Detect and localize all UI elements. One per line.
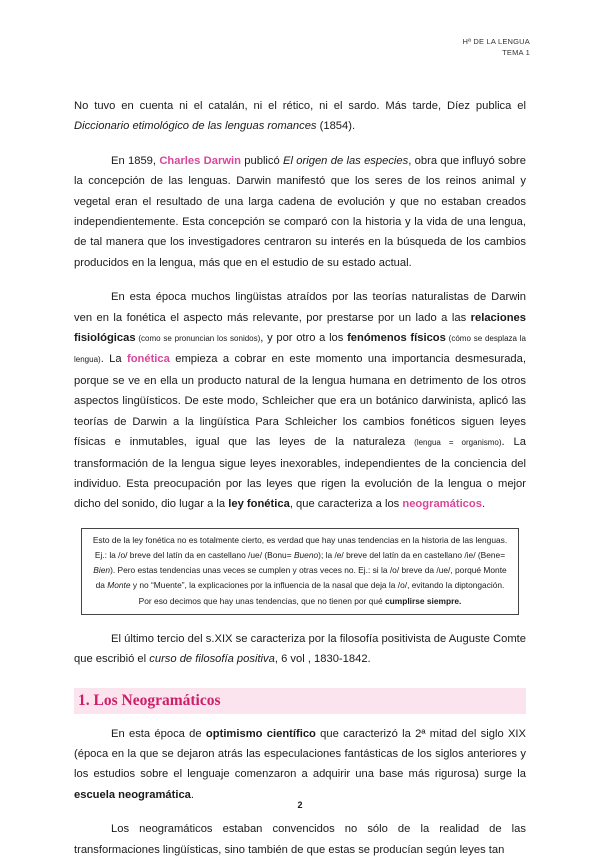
note-example: Monte	[107, 580, 131, 591]
highlight-term: fonética	[126, 353, 170, 366]
note-example: Bien	[93, 565, 111, 576]
header-subject: Hª DE LA LENGUA	[462, 37, 530, 46]
note-text: y no “Muente”, la explicaciones por la influencia de la nasal que deja la /o/, evitando la diptongación. Por eso decimos que hay unas tendencias, que no tienen por qué	[130, 580, 505, 606]
text-run: En esta época de	[111, 727, 206, 740]
note-text: ). Pero estas tendencias unas veces se cumplen y otras veces no. Ej.: si la /o/ breve da /ue/, porqué Monte da	[95, 565, 507, 591]
highlight-term: neogramáticos	[402, 498, 482, 511]
bold-term: optimismo científico	[205, 727, 316, 740]
text-run: . La transformación de la lengua sigue leyes inexorables, independientes de la conciencia del individuo. Esta preocupación por las leyes que rigen la evolución de la lengua o mejor dicho del sonido, dio lugar a la	[74, 436, 526, 511]
section-heading: 1. Los Neogramáticos	[74, 688, 526, 714]
text-run: empieza a cobrar en este momento una importancia desmesurada, porque se ve en ella un producto natural de la lengua humana en detrimento de los otros aspectos lingüísticos. De este modo, Schleicher que era un botánico darwinista, aplicó las teorías de Darwin a la lingüística Para Schleicher los cambios fonéticos siguen leyes físicas e inmutables, igual que las leyes de la naturaleza	[74, 353, 526, 449]
book-title: El origen de las especies	[283, 154, 409, 167]
book-title: curso de filosofía positiva	[149, 653, 275, 666]
note-text: ); la /e/ breve del latín da en castellano /ie/ (Bene=	[318, 549, 506, 560]
note-box	[81, 528, 519, 615]
text-run: En esta época muchos lingüistas atraídos por las teorías naturalistas de Darwin ven en la fonética el aspecto más relevante, por prestarse por un lado a las	[74, 291, 526, 324]
text-run: publicó	[240, 154, 284, 167]
header-topic: TEMA 1	[502, 48, 530, 57]
small-note: (lengua = organismo)	[414, 438, 502, 448]
text-run: (1854).	[316, 120, 356, 133]
text-run: . La	[100, 353, 127, 366]
bold-term: relaciones fisiológicas	[74, 311, 526, 345]
paragraph-comte	[74, 629, 526, 670]
text-run: Los neogramáticos estaban convencidos no sólo de la realidad de las transformaciones lingüísticas, sino también de que estas se producían según leyes tan	[74, 823, 526, 856]
small-note: (como se pronuncian los sonidos)	[135, 334, 261, 344]
text-run: , obra que influyó sobre la concepción de las lenguas. Darwin manifestó que los seres de los reinos animal y vegetal eran el resultado de una larga cadena de evolución y que no estaban creados independientemente. Esta concepción se comparó con la historia y la vida de una lengua, de tal manera que los investigadores centraron su interés en la búsqueda de los cambios producidos en la lengua, más que en el estudio de su estado actual.	[74, 154, 526, 269]
text-run: .	[481, 498, 486, 511]
text-run: que caracterizó la 2ª mitad del siglo XIX (época en la que se dejaron atrás las especulaciones fantásticas de los siglos anteriores y los estudios sobre el lenguaje comenzaron a adquirir una base más rigurosa) surge la	[74, 727, 526, 781]
highlight-name: Charles Darwin	[159, 154, 241, 167]
note-text: Esto de la ley fonética no es totalmente cierto, es verdad que hay unas tendencias en la historia de las lenguas. Ej.: la /o/ breve del latín da en castellano /ue/ (Bonu=	[92, 534, 508, 560]
paragraph-diez	[74, 96, 526, 137]
bold-term: ley fonética	[228, 498, 290, 511]
paragraph-darwin	[74, 151, 526, 273]
note-example: Bueno	[293, 549, 319, 560]
bold-term: escuela neogramática	[74, 788, 191, 801]
running-header	[463, 36, 530, 58]
text-run: , y por otro a los	[260, 332, 348, 345]
text-run: No tuvo en cuenta ni el catalán, ni el rético, ni el sardo. Más tarde, Díez publica el	[74, 100, 526, 112]
small-note: (cómo se desplaza la lengua)	[74, 334, 526, 365]
note-text: .	[459, 595, 462, 606]
paragraph-phonetics	[74, 287, 526, 514]
book-title: Diccionario etimológico de las lenguas romances	[74, 120, 317, 133]
text-run: En 1859,	[111, 154, 160, 167]
page-number: 2	[297, 800, 303, 810]
text-run: , que caracteriza a los	[289, 498, 403, 511]
paragraph-neogrammarians	[74, 724, 526, 806]
paragraph-laws	[74, 819, 526, 860]
text-run: El último tercio del s.XIX se caracteriza por la filosofía positivista de Auguste Comte que escribió el	[74, 632, 526, 666]
text-run: , 6 vol , 1830-1842.	[274, 653, 371, 666]
page-body	[74, 96, 526, 860]
text-run: .	[190, 788, 195, 801]
bold-term: fenómenos físicos	[347, 332, 446, 345]
note-emphasis: cumplirse siempre	[384, 595, 459, 606]
